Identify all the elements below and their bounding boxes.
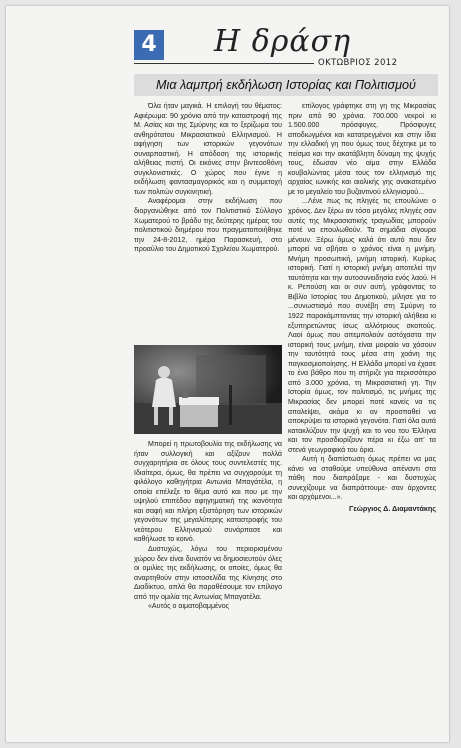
paragraph: Δυστυχώς, λόγω του περιορισμένου χώρου δεν είναι δυνατόν να δημοσιευτούν όλες οι ομιλίες της εκδήλωσης, οι οποίες, όμως θα αναρτηθούν στην ιστοσελίδα της Κίνησης στο Διαδίκτυο, απλά θα παραθέσουμε τον επίλογο από την ομιλία της Αντωνίας Μπαγατέλα.	[134, 546, 282, 601]
event-photo	[134, 345, 282, 434]
article-headline: Μια λαμπρή εκδήλωση Ιστορίας και Πολιτισμού	[134, 74, 438, 96]
speaker-photo-image	[134, 345, 282, 434]
paragraph: Όλα ήταν μαγικά. Η επιλογή του θέματος: Αφιέρωμα: 90 χρόνια από την καταστροφή της Μ. Ασίας και της Σμύρνης και το ξερίζωμα του ανθηρότατου Μικρασιατικού Ελληνισμού. Η αφήγηση των ιστορικών γεγονότων συναρπαστική. Η απόδοση της ιστορικής αλήθειας πιστή. Οι εικόνες στην βιντεοοθόνη συγκλονιστικές. Ο χώρος που έγινε η εκδήλωση φαντασμαγορικός και η συμμετοχή των πολιτών συγκινητική.	[134, 103, 282, 196]
newspaper-page	[6, 6, 449, 742]
article-column-right	[288, 102, 436, 514]
paragraph: Μπορεί η πρωτοβουλία της εκδήλωσης να ήταν συλλογική και αξίζουν πολλά συγχαρητήρια σε όλους τους συντελεστές της. Ιδιαίτερα, όμως, θα πρέπει να συγχαρούμε τη φιλόλογο καθηγήτρια Αντωνία Μπαγάτέλα, η οποία επέλεξε το θέμα αυτό και που με την υψηλού επιπέδου αφηγηματική της ικανότητα και σαφή και πλήρη εξιστόρηση των ιστορικών γεγονότων της μεγαλύτερης καταστροφής του νεότερου Ελληνισμού συνάρπασε και καθήλωσε το κοινό.	[134, 441, 282, 544]
paragraph: Αυτή η διαπίστωση όμως πρέπει να μας κάνει να σταθούμε υπεύθυνα απέναντι στα πάθη που διαπράξαμε - και δυστυχώς συνεχίζουμε να διαπράττουμε- σαν άρχοντες και αρχόμενοι...».	[288, 456, 436, 502]
article-column-left-top	[134, 102, 282, 255]
paragraph: «Αυτός ο αιματοβαμμένος	[148, 603, 230, 611]
article-column-left-bottom	[134, 440, 282, 612]
paragraph: Αναφέρομαι στην εκδήλωση που διοργανώθηκε από τον Πολιτιστικό Σύλλογο Χωματερού το βράδυ της δεύτερης ημέρας του πολιτιστικού διημέρου που πραγματοποιήθηκε την 24-8-2012, ημέρα Παρασκευή, στο προαύλιο του Δημοτικού Σχολείου Χωματερού.	[134, 198, 282, 254]
page-number-badge: 4	[134, 30, 164, 60]
header-rule	[134, 63, 314, 64]
section-title: Η δράση	[214, 24, 352, 59]
issue-date: ΟΚΤΩΒΡΙΟΣ 2012	[318, 58, 398, 68]
paragraph: ...Λένε πως τις πληγές τις επουλώνει ο χρόνος. Δεν ξέρω αν τόσο μεγάλες πληγές σαν αυτές της Μικρασιατικής τραγωδίας μπορούν ποτέ να επουλωθούν. Τα σημάδια σίγουρα μένουν. Ξέρω όμως καλά ότι αυτό που δεν μπορεί να σβήσει ο χρόνος είναι η μνήμη. Μνήμη προσωπική, μνήμη ιστορική. Κυρίως ιστορική. Γιατί η ιστορική μνήμη αποτελεί την ταυτότητα και την αυτοσυνειδησία ενός λαού. Η κ. Ρεπούση και οι συν αυτή, γράφοντας το Βιβλίο Ιστορίας του Δημοτικού, μίλησε για το ...συνωστισμό που συνέβη στη Σμύρνη το 1922 παρακάμπτοντας την ιστορική αλήθεια κι εξυπηρετώντας ίσως αλλότριους σκοπούς. Λαοί όμως που απεμπολούν αστόχαστα την ιστορική τους μνήμη, είναι μοιραίο να χάσουν την ταυτότητά τους μέσα στη χοάνη της παγκοσμιοποίησης. Η Ελλάδα μπορεί να έχασε το ένα βάθρο που τη στήριζε για περισσότερο από 3.000 χρόνια, τη Μικρασιατική γη. Την Ιστορία όμως, τον πολιτισμό, τις μνήμες της Μικρασίας δεν μπορεί ποτέ κανείς να τις απαλείψει, ακόμα κι αν προσπαθεί να αποκρύψει τα ιστορικά γεγονότα. Γιατί όλα αυτά κατακλύζουν την ψυχή και το νου του Έλληνα και τον προσδιορίζουν πέρα κι έξω απ' τα στενά γεωγραφικά του όρια.	[288, 198, 436, 454]
paragraph: επίλογος γράφτηκε στη γη της Μικρασίας πριν από 90 χρόνια. 700.000 νεκροί κι 1.500.000 πρόσφυγες. Πρόσφυγες αποδιωγμένοι και κατατρεγμένοι και στην ίδια την ελλαδική γη που όμως τους δέχτηκε με το πείσμα και την ακατάβλητη δύναμη της ψυχής τους, έδωσαν νέο αίμα στην Ελλάδα κουβαλώντας μέσα τους τον ελληνισμό της αρχαίας ιωνικής και αιολικής γης ανακατεμένο με το μεγαλείο του βυζαντινού ελληνισμού...	[288, 103, 436, 196]
author-signature: Γεώργιος Δ. Διαμαντάκης	[349, 503, 436, 513]
